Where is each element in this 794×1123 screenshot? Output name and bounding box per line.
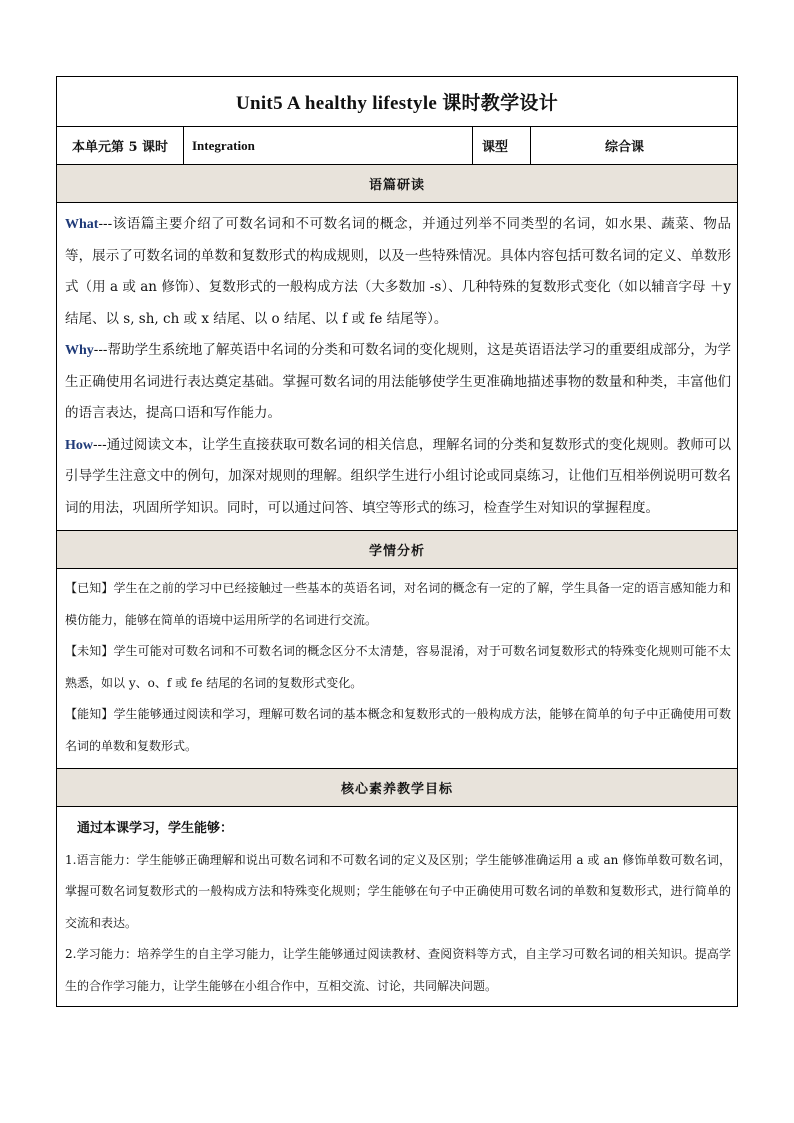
learner-analysis-content xyxy=(57,569,737,769)
how-paragraph xyxy=(65,430,731,525)
unknown-paragraph: 【未知】学生可能对可数名词和不可数名词的概念区分不太清楚，容易混淆，对于可数名词复数形式的特殊变化规则可能不太熟悉，如以 y、o、f 或 fe 结尾的名词的复数形式变化。 xyxy=(65,644,731,690)
goal-item-language: 1.语言能力：学生能够正确理解和说出可数名词和不可数名词的定义及区别；学生能够准确运用 a 或 an 修饰单数可数名词，掌握可数名词复数形式的一般构成方法和特殊变化规则；学生能够在句子中正确使用可数名词的单数和复数形式，进行简单的交流和表达。 xyxy=(65,852,731,930)
lesson-plan-table xyxy=(56,76,738,1007)
lesson-topic-cell: Integration xyxy=(184,127,473,164)
why-text: ---帮助学生系统地了解英语中名词的分类和可数名词的变化规则，这是英语语法学习的重要组成部分，为学生正确使用名词进行表达奠定基础。掌握可数名词的用法能够使学生更准确地描述事物的数量和种类，丰富他们的语言表达，提高口语和写作能力。 xyxy=(65,342,731,421)
what-paragraph xyxy=(65,209,731,335)
why-label: Why xyxy=(65,343,94,358)
what-label: What xyxy=(65,217,99,232)
how-text: ---通过阅读文本，让学生直接获取可数名词的相关信息，理解名词的分类和复数形式的变化规则。教师可以引导学生注意文中的例句，加深对规则的理解。组织学生进行小组讨论或同桌练习，让他们互相举例说明可数名词的用法，巩固所学知识。同时，可以通过问答、填空等形式的练习，检查学生对知识的掌握程度。 xyxy=(65,436,731,516)
info-row xyxy=(57,127,737,165)
why-paragraph xyxy=(65,335,731,430)
goals-intro: 通过本课学习，学生能够： xyxy=(77,821,234,836)
lesson-type-value: 综合课 xyxy=(605,140,645,155)
page-title: Unit5 A healthy lifestyle 课时教学设计 xyxy=(235,93,559,114)
lesson-type-label: 课型 xyxy=(473,127,531,164)
able-paragraph: 【能知】学生能够通过阅读和学习，理解可数名词的基本概念和复数形式的一般构成方法，能够在简单的句子中正确使用可数名词的单数和复数形式。 xyxy=(65,707,731,753)
how-label: How xyxy=(65,437,93,453)
known-paragraph: 【已知】学生在之前的学习中已经接触过一些基本的英语名词，对名词的概念有一定的了解，学生具备一定的语言感知能力和模仿能力，能够在简单的语境中运用所学的名词进行交流。 xyxy=(65,581,731,627)
section-heading-goals: 核心素养教学目标 xyxy=(57,769,737,807)
title-row xyxy=(57,77,737,127)
goal-item-learning: 2.学习能力：培养学生的自主学习能力，让学生能够通过阅读教材、查阅资料等方式，自主学习可数名词的相关知识。提高学生的合作学习能力，让学生能够在小组合作中，互相交流、讨论，共同解决问题。 xyxy=(65,947,731,993)
what-text: ---该语篇主要介绍了可数名词和不可数名词的概念，并通过列举不同类型的名词，如水果、蔬菜、物品等，展示了可数名词的单数和复数形式的构成规则，以及一些特殊情况。具体内容包括可数名词的定义、单数形式（用 a 或 an 修饰）、复数形式的一般构成方法（大多数加 -s）、几种特殊的复数形式变化（如以辅音字母 ＋y 结尾、以 s, sh, ch 或 x 结尾、以 o 结尾、以 f 或 fe 结尾等）。 xyxy=(65,216,731,327)
text-study-content xyxy=(57,203,737,531)
goals-content xyxy=(57,807,737,1006)
section-heading-learner-analysis: 学情分析 xyxy=(57,531,737,569)
lesson-number-cell: 本单元第 5 课时 xyxy=(57,127,184,164)
section-heading-text-study: 语篇研读 xyxy=(57,165,737,203)
